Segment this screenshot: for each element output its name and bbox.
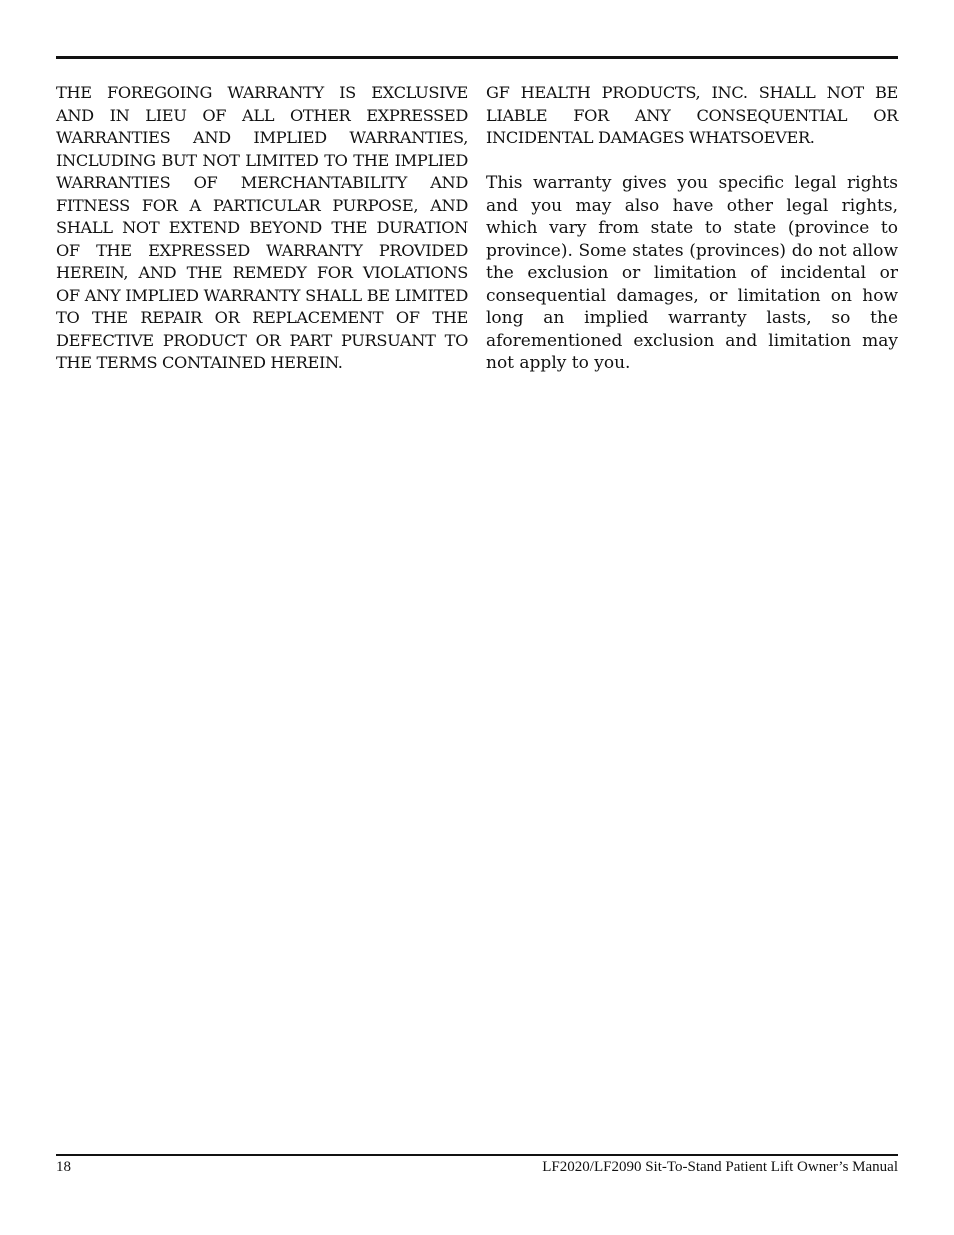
footer-rule [56,1154,898,1156]
page-footer [56,1157,898,1177]
header-rule [56,56,898,59]
exclusive-warranty-paragraph: THE FOREGOING WARRANTY IS EXCLUSIVE AND IN LIEU OF ALL OTHER EXPRESSED WARRANTIES AND IMPLIED WARRANTIES, INCLUDING BUT NOT LIMITED TO THE IMPLIED WARRANTIES OF MERCHANTABILITY AND FITNESS FOR A PARTICULAR PURPOSE, AND SHALL NOT EXTEND BEYOND THE DURATION OF THE EXPRESSED WARRANTY PROVIDED HEREIN, AND THE REMEDY FOR VIOLATIONS OF ANY IMPLIED WARRANTY SHALL BE LIMITED TO THE REPAIR OR REPLACEMENT OF THE DEFECTIVE PRODUCT OR PART PURSUANT TO THE TERMS CONTAINED HEREIN. [56,83,468,372]
left-column [56,82,468,397]
right-column [486,82,898,397]
page-number: 18 [56,1159,71,1175]
liability-paragraph: GF HEALTH PRODUCTS, INC. SHALL NOT BE LIABLE FOR ANY CONSEQUENTIAL OR INCIDENTAL DAMAGES WHATSOEVER. [486,83,898,147]
manual-title: LF2020/LF2090 Sit-To-Stand Patient Lift Owner’s Manual [542,1159,898,1175]
legal-rights-paragraph: This warranty gives you specific legal rights and you may also have other legal rights, which vary from state to state (province to province). Some states (provinces) do not allow the exclusion or limitation of incidental or consequential damages, or limitation on how long an implied warranty lasts, so the aforementioned exclusion and limitation may not apply to you. [486,173,898,373]
